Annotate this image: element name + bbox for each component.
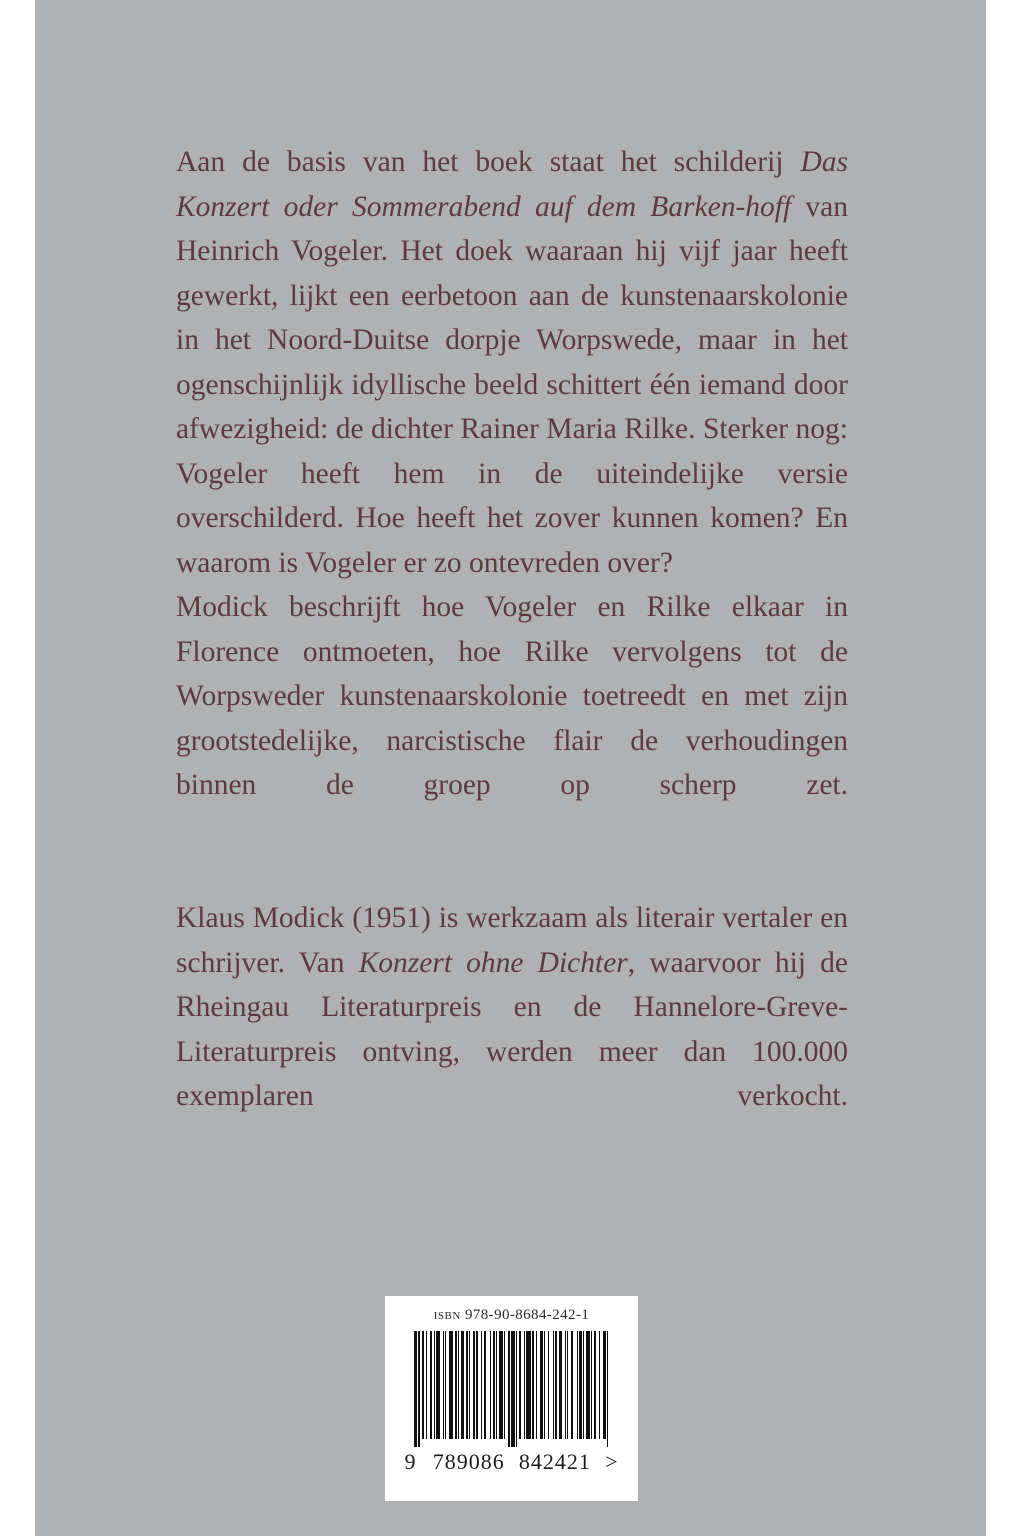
barcode-digits (399, 1447, 625, 1477)
barcode-bars (414, 1331, 610, 1439)
isbn-text (385, 1296, 638, 1324)
barcode-digit-group-2: 842421 (518, 1449, 591, 1474)
isbn-number: 978-90-8684-242-1 (464, 1307, 590, 1323)
blurb-paragraph-synopsis: Aan de basis van het boek staat het schilderij Das Konzert oder Sommerabend auf dem Barken-hoff van Heinrich Vogeler. Het doek waaraan hij vijf jaar heeft gewerkt, lijkt een eerbetoon aan de kunstenaarskolonie in het Noord-Duitse dorpje Worpswede, maar in het ogenschijnlijk idyllische beeld schittert één iemand door afwezigheid: de dichter Rainer Maria Rilke. Sterker nog: Vogeler heeft hem in de uiteindelijke versie overschilderd. Hoe heeft het zover kunnen komen? En waarom is Vogeler er zo ontevreden over? Modick beschrijft hoe Vogeler en Rilke elkaar in Florence ontmoeten, hoe Rilke vervolgens tot de Worpsweder kunstenaarskolonie toetreedt en met zijn grootstedelijke, narcistische flair de verhoudingen binnen de groep op scherp zet. (176, 146, 848, 801)
book-back-cover (35, 0, 986, 1536)
blurb-text-column (176, 140, 848, 1163)
barcode-digit-lead: 9 (404, 1449, 417, 1474)
barcode-caret-icon: > (605, 1449, 619, 1474)
barcode-bars-wrapper (414, 1331, 610, 1447)
isbn-label: isbn (433, 1307, 461, 1323)
blurb-paragraph-author-bio: Klaus Modick (1951) is werkzaam als literair vertaler en schrijver. Van Konzert ohne Dichter, waarvoor hij de Rheingau Literaturpreis en de Hannelore-Greve-Literaturpreis ontving, werden meer dan 100.000 exemplaren verkocht. (176, 902, 848, 1112)
barcode-bar (608, 1331, 609, 1447)
isbn-barcode-block (385, 1296, 638, 1501)
barcode-digit-group-1: 789086 (432, 1449, 505, 1474)
